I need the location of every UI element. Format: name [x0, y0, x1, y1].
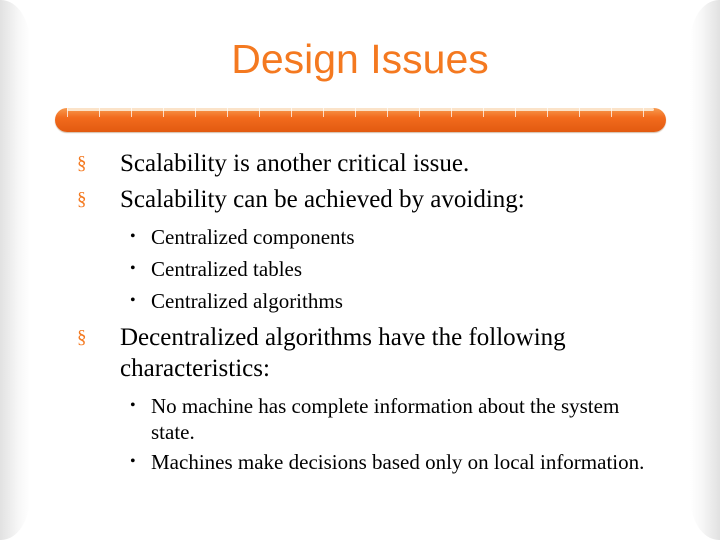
dot-bullet-icon: •	[130, 292, 136, 309]
sub-bullet-text: Centralized tables	[151, 257, 303, 281]
dot-bullet-icon: •	[130, 397, 136, 414]
bullet-text: Decentralized algorithms have the following characteristics:	[120, 324, 566, 382]
bullet-item	[77, 322, 657, 475]
sub-bullet-item	[120, 224, 657, 250]
bullet-item	[77, 148, 657, 179]
section-bullet-icon: §	[77, 327, 87, 348]
bullet-list	[77, 148, 657, 475]
dot-bullet-icon: •	[130, 453, 136, 470]
section-bullet-icon: §	[77, 189, 87, 210]
sub-bullet-text: Machines make decisions based only on local information.	[151, 450, 645, 474]
section-bullet-icon: §	[77, 153, 87, 174]
sub-bullet-text: Centralized components	[151, 225, 355, 249]
title-underline-ticks	[67, 108, 654, 117]
sub-bullet-list	[120, 393, 657, 475]
bullet-text: Scalability can be achieved by avoiding:	[120, 186, 525, 213]
dot-bullet-icon: •	[130, 260, 136, 277]
sub-bullet-list	[120, 224, 657, 314]
sub-bullet-item	[120, 288, 657, 314]
title-underline-bar	[55, 108, 666, 132]
dot-bullet-icon: •	[130, 228, 136, 245]
sub-bullet-text: Centralized algorithms	[151, 289, 343, 313]
sub-bullet-text: No machine has complete information about the system state.	[151, 394, 620, 444]
slide-body	[77, 148, 657, 483]
bullet-text: Scalability is another critical issue.	[120, 150, 470, 177]
sub-bullet-item	[120, 449, 657, 475]
sub-bullet-item	[120, 256, 657, 282]
slide-title: Design Issues	[231, 36, 489, 82]
sub-bullet-item	[120, 393, 657, 445]
bullet-item	[77, 184, 657, 314]
